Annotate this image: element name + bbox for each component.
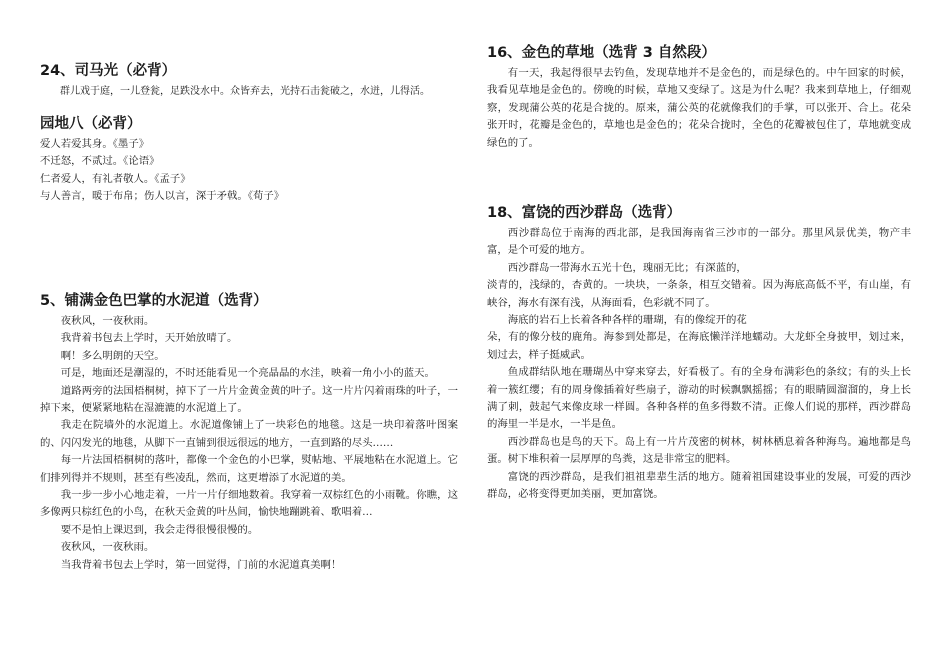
paragraph: 有一天，我起得很早去钓鱼，发现草地并不是金色的，而是绿色的。中午回家的时候，我看见草地是金色的。傍晚的时候，草地又变绿了。这是为什么呢？我来到草地上，仔细观察，发现蒲公英的花是合拢的。原来，蒲公英的花就像我们的手掌，可以张开、合上。花朵张开时，花瓣是金色的，草地也是金色的；花朵合拢时，全色的花瓣被包住了，草地就变成绿色的了。	[487, 67, 911, 149]
paragraph: 鱼成群结队地在珊瑚丛中穿来穿去，好看极了。有的全身布满彩色的条纹；有的头上长着一簇红缨；有的周身像插着好些扇子，游动的时候飘飘摇摇；有的眼睛圆溜溜的，身上长满了刺，鼓起气来像皮球一样圆。各种各样的鱼多得数不清。正像人们说的那样，西沙群岛的海里一半是水，一半是鱼。	[487, 366, 911, 431]
section-16-golden-meadow	[487, 44, 911, 152]
paragraph: 我背着书包去上学时，天开始放晴了。	[60, 332, 238, 345]
section-title: 24、司马光（必背）	[40, 63, 177, 79]
paragraph: 啊！多么明朗的天空。	[60, 349, 165, 362]
section-24-sima-guang	[40, 62, 472, 100]
paragraph: 每一片法国梧桐树的落叶，都像一个金色的小巴掌，熨帖地、平展地粘在水泥道上。它们排列得并不规则，甚至有些凌乱，然而，这更增添了水泥道的美。	[40, 454, 458, 484]
quote-line: 与人善言，暖于布帛；伤人以言，深于矛戟。《荀子》	[40, 190, 285, 203]
paragraph: 淡青的，浅绿的，杏黄的。一块块，一条条，相互交错着。因为海底高低不平，有山崖，有峡谷，海水有深有浅，从海面看，色彩就不同了。	[487, 279, 911, 309]
paragraph: 西沙群岛也是鸟的天下。岛上有一片片茂密的树林，树林栖息着各种海鸟。遍地都是鸟蛋。树下堆积着一层厚厚的鸟粪，这是非常宝的肥料。	[487, 435, 911, 466]
paragraph: 西沙群岛位于南海的西北部，是我国海南省三沙市的一部分。那里风景优美，物产丰富，是个可爱的地方。	[487, 227, 911, 257]
paragraph: 群儿戏于庭，一儿登瓮，足跌没水中。众皆弃去，光持石击瓮破之，水迸，儿得活。	[60, 86, 430, 97]
quote-line: 仁者爱人，有礼者敬人。《孟子》	[40, 172, 191, 185]
section-18-xisha-islands	[487, 204, 911, 504]
quote-line: 爱人若爱其身。《墨子》	[40, 138, 150, 150]
paragraph: 要不是怕上课迟到，我会走得很慢很慢的。	[60, 523, 259, 536]
paragraph: 朵，有的像分枝的鹿角。海参到处都是，在海底懒洋洋地蠕动。大龙虾全身披甲，划过来，划过去，样子挺威武。	[487, 331, 911, 361]
paragraph: 夜秋风，一夜秋雨。	[60, 315, 155, 327]
paragraph: 我走在院墙外的水泥道上。水泥道像铺上了一块彩色的地毯。这是一块印着落叶图案的、闪闪发光的地毯，从脚下一直铺到很远很远的地方，一直到路的尽头……	[40, 419, 458, 449]
paragraph: 当我背着书包去上学时，第一回觉得，门前的水泥道真美啊！	[60, 558, 342, 571]
section-title: 18、富饶的西沙群岛（选背）	[487, 205, 682, 221]
section-title: 园地八（必背）	[40, 116, 142, 132]
paragraph: 我一步一步小心地走着，一片一片仔细地数着。我穿着一双棕红色的小雨靴。你瞧，这多像两只棕红色的小鸟，在秋天金黄的叶丛间，愉快地蹦跳着、歌唱着…	[40, 489, 458, 519]
paragraph: 道路两旁的法国梧桐树，掉下了一片片金黄金黄的叶子。这一片片闪着雨珠的叶子，一掉下来，便紧紧地粘在湿漉漉的水泥道上了。	[40, 384, 458, 415]
paragraph: 可是，地面还是潮湿的，不时还能看见一个亮晶晶的水洼，映着一角小小的蓝天。	[60, 367, 435, 380]
paragraph: 夜秋风，一夜秋雨。	[60, 541, 155, 554]
section-5-golden-palm-road	[40, 292, 458, 574]
paragraph: 海底的岩石上长着各种各样的珊瑚，有的像绽开的花	[507, 314, 747, 327]
section-title: 5、铺满金色巴掌的水泥道（选背）	[40, 293, 268, 309]
paragraph: 富饶的西沙群岛，是我们祖祖辈辈生活的地方。随着祖国建设事业的发展，可爱的西沙群岛，必将变得更加美丽，更加富饶。	[487, 470, 911, 501]
quote-line: 不迁怒，不贰过。《论语》	[40, 155, 160, 168]
paragraph: 西沙群岛一带海水五光十色，瑰丽无比；有深蓝的，	[507, 261, 747, 274]
section-garden-8	[40, 115, 472, 206]
section-title: 16、金色的草地（选背 3 自然段）	[487, 45, 716, 61]
